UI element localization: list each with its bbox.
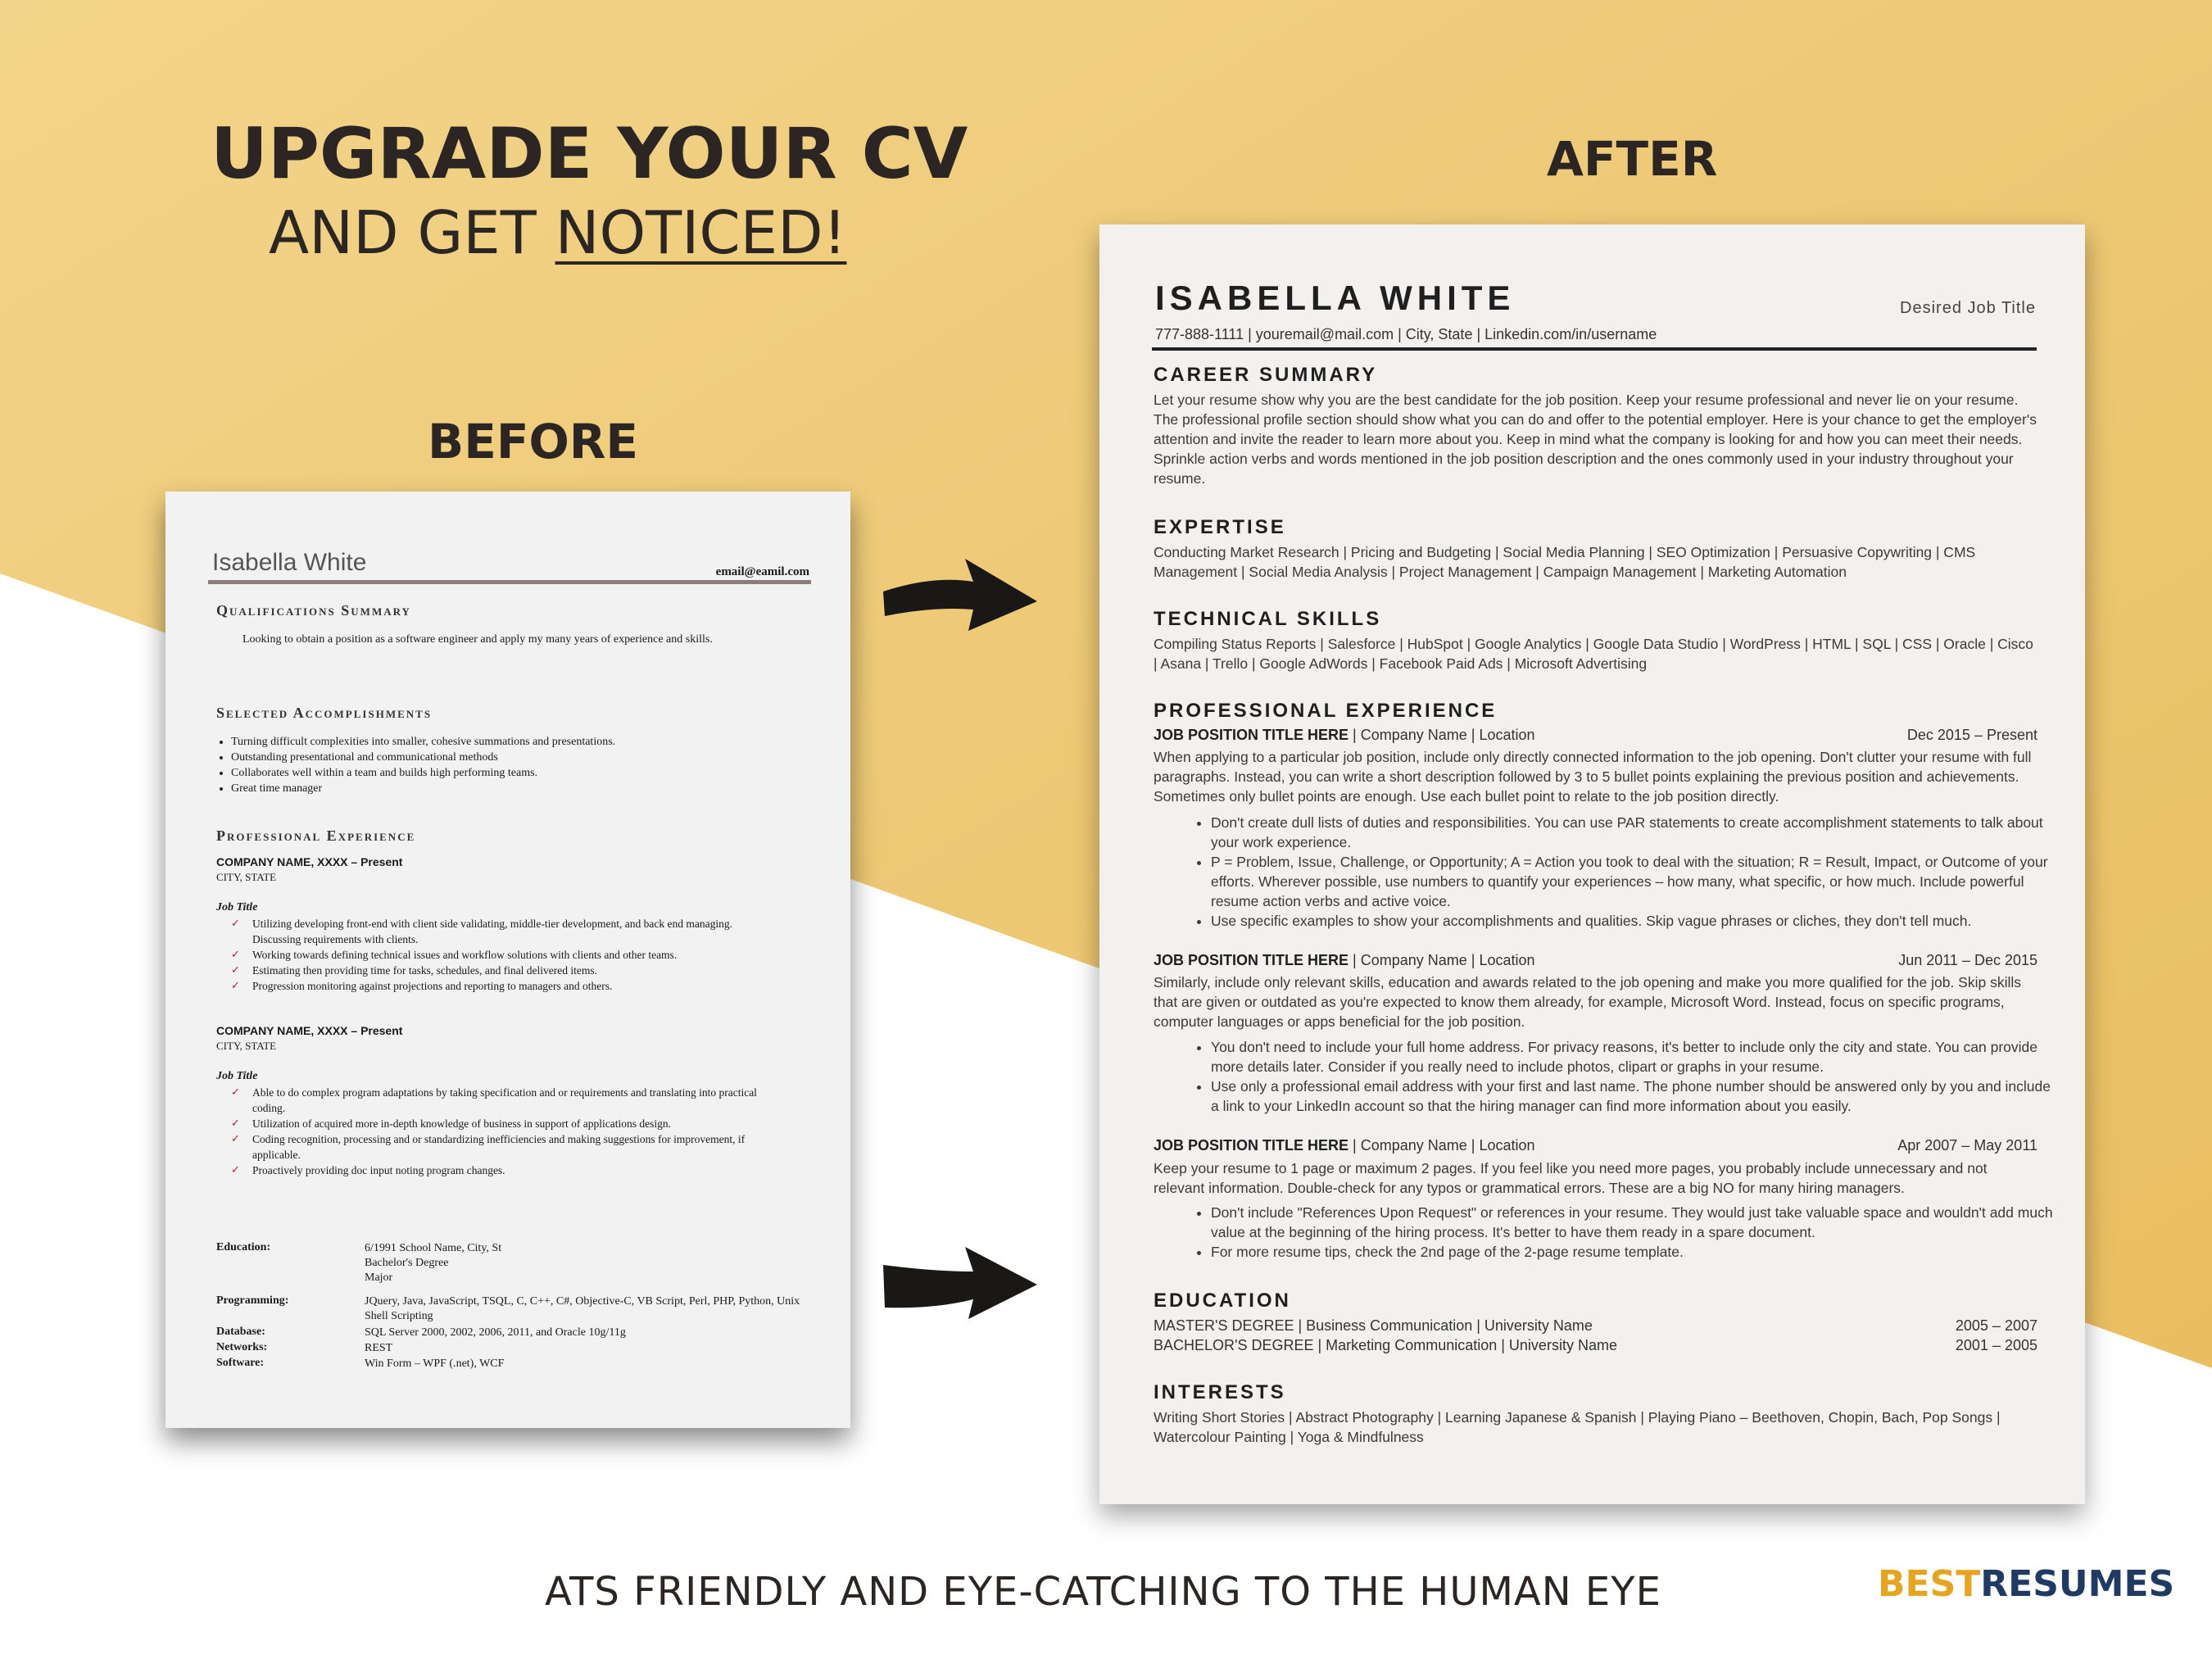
before-software-value: Win Form – WPF (.net), WCF — [365, 1358, 505, 1370]
list-item: ✓ Proactively providing doc input noting program changes. — [231, 1163, 772, 1178]
before-divider — [208, 580, 811, 584]
before-accomplishments-list — [208, 734, 615, 796]
after-summary: Let your resume show why you are the best candidate for the job position. Keep your resume professional and never lie on your resume. The professional profile section should show what you can do and offer to the potential employer. Here is your chance to get the employer's attention and invite the reader to learn more about you. Keep in mind what the company is looking for and how you can meet their needs. Sprinkle action verbs and words mentioned in the job position description and the ones commonly used in your industry throughout your resume. — [1154, 392, 2037, 487]
headline-prefix: AND GET — [269, 198, 555, 267]
before-name: Isabella White — [212, 549, 367, 576]
before-database-key: Database: — [216, 1326, 265, 1338]
headline-upgrade: UPGRADE YOUR CV — [211, 113, 968, 195]
before-database-value: SQL Server 2000, 2002, 2006, 2011, and Oracle 10g/11g — [365, 1326, 626, 1339]
after-job-meta: | Company Name | Location — [1349, 1137, 1535, 1154]
before-label: BEFORE — [428, 414, 639, 469]
after-job-heading — [1154, 727, 2038, 744]
after-job-description: When applying to a particular job position, include only directly connected information to the job opening. Don't clutter your resume with full paragraphs. Instead, you can write a short description followed by 3 to 5 bullet points explaining the previous position and achievements. Sometimes only bullet points are enough. Use each bullet point to relate to the job position directly. — [1154, 749, 2032, 805]
after-job-bullets — [1191, 813, 2055, 931]
list-item: • Use only a professional email address with your first and last name. The phone number should be answered only by you and include a link to your LinkedIn account so that the hiring manager can find more information about you easily. — [1211, 1077, 2055, 1116]
before-job-bullets — [231, 1085, 772, 1178]
list-item: • You don't need to include your full home address. For privacy reasons, it's better to include only the city and state. You can provide more details later. Consider if you really need to include photos, clipart or graphs in your resume. — [1211, 1037, 2055, 1077]
before-city: CITY, STATE — [216, 1040, 277, 1052]
arrow-icon — [877, 1237, 1040, 1327]
headline-noticed: NOTICED! — [555, 198, 847, 267]
after-desired-title: Desired Job Title — [1900, 299, 2036, 317]
after-section-experience: PROFESSIONAL EXPERIENCE — [1154, 700, 1498, 722]
list-item: ✓ Utilizing developing front-end with client side validating, middle-tier development, and back end managing. Discussing requirements with clients. — [231, 916, 772, 947]
after-education-years: 2005 – 2007 — [1955, 1317, 2037, 1334]
after-resume — [1099, 224, 2085, 1504]
before-programming-key: Programming: — [216, 1294, 289, 1307]
before-job-bullets — [231, 916, 772, 994]
after-job-description: Similarly, include only relevant skills, education and awards related to the job opening and make you more qualified for the job. Skip skills that are given or outdated as you're expected to know them already, for example, Microsoft Word. Instead, focus on specific programs, computer languages or apps beneficial for the job position. — [1154, 974, 2021, 1030]
after-job-bullets — [1191, 1037, 2055, 1116]
list-item: • P = Problem, Issue, Challenge, or Opportunity; A = Action you took to deal with the situation; R = Result, Impact, or Outcome of your efforts. Wherever possible, use numbers to quantify your experiences – how many, what specific, or how much. Include powerful resume action verbs and active voice. — [1211, 852, 2055, 911]
after-education-degree: MASTER'S DEGREE | Business Communication | University Name — [1154, 1317, 1593, 1334]
after-education-years: 2001 – 2005 — [1955, 1337, 2037, 1353]
list-item: • Outstanding presentational and communicational methods — [231, 750, 615, 765]
before-job-title: Job Title — [216, 901, 258, 913]
brand-resumes: RESUMES — [1980, 1563, 2175, 1605]
after-job-title: JOB POSITION TITLE HERE — [1154, 727, 1349, 743]
after-job-description: Keep your resume to 1 page or maximum 2 pages. If you feel like you need more pages, you probably include unnecessary and not relevant information. Double-check for any typos or grammatical errors. These are a big NO for many hiring managers. — [1154, 1160, 1988, 1196]
brand-logo — [1878, 1563, 2174, 1605]
list-item: • Don't create dull lists of duties and responsibilities. You can use PAR statements to create accomplishment statements to talk about your work experience. — [1211, 813, 2055, 852]
list-item: ✓ Utilization of acquired more in-depth knowledge of business in support of applications design. — [231, 1116, 772, 1131]
before-company: COMPANY NAME, XXXX – Present — [216, 855, 403, 868]
before-networks-key: Networks: — [216, 1341, 268, 1353]
list-item: ✓ Able to do complex program adaptations by taking specification and or requirements and translating into practical coding. — [231, 1085, 772, 1116]
before-job-title: Job Title — [216, 1070, 258, 1082]
after-interests: Writing Short Stories | Abstract Photography | Learning Japanese & Spanish | Playing Piano – Beethoven, Chopin, Bach, Pop Songs | Watercolour Painting | Yoga & Mindfulness — [1154, 1409, 2001, 1445]
after-job-dates: Apr 2007 – May 2011 — [1897, 1137, 2037, 1154]
after-job-title: JOB POSITION TITLE HERE — [1154, 952, 1349, 968]
before-city: CITY, STATE — [216, 871, 277, 883]
list-item: • Don't include "References Upon Request" or references in your resume. They would just take valuable space and wouldn't add much value at the beginning of the hiring process. It's better to have them ready in a spare document. — [1211, 1203, 2055, 1242]
before-section-experience: Professional Experience — [216, 827, 416, 844]
arrow-icon — [877, 549, 1040, 639]
before-email: email@eamil.com — [715, 565, 809, 578]
list-item: ✓ Working towards defining technical issues and workflow solutions with clients and other teams. — [231, 947, 772, 963]
after-contact: 777-888-1111 | youremail@mail.com | City, State | Linkedin.com/in/username — [1155, 326, 1657, 342]
after-job-dates: Jun 2011 – Dec 2015 — [1898, 952, 2037, 968]
before-programming-value: JQuery, Java, JavaScript, TSQL, C, C++, C#, Objective-C, VB Script, Perl, PHP, Python, Unix Shell Scripting — [365, 1295, 800, 1322]
before-company: COMPANY NAME, XXXX – Present — [216, 1024, 403, 1037]
before-education-value: 6/1991 School Name, City, St Bachelor's Degree Major — [365, 1242, 502, 1284]
before-section-accomplishments: Selected Accomplishments — [216, 705, 433, 721]
list-item: ✓ Progression monitoring against projections and reporting to managers and others. — [231, 978, 772, 994]
after-label: AFTER — [1547, 131, 1718, 187]
before-networks-value: REST — [365, 1342, 393, 1354]
after-job-dates: Dec 2015 – Present — [1906, 727, 2037, 743]
before-section-qualifications: Qualifications Summary — [216, 602, 411, 619]
list-item: • Collaborates well within a team and builds high performing teams. — [231, 765, 615, 781]
after-job-meta: | Company Name | Location — [1349, 727, 1535, 743]
after-section-education: EDUCATION — [1154, 1290, 1291, 1312]
before-resume — [165, 492, 850, 1428]
after-divider — [1152, 347, 2037, 351]
list-item: • Great time manager — [231, 781, 615, 796]
list-item: ✓ Coding recognition, processing and or standardizing inefficiencies and making suggestions for improvement, if applicable. — [231, 1131, 772, 1163]
after-job-meta: | Company Name | Location — [1349, 952, 1535, 968]
after-section-technical: TECHNICAL SKILLS — [1154, 608, 1382, 630]
list-item: ✓ Estimating then providing time for tasks, schedules, and final delivered items. — [231, 963, 772, 978]
after-job-bullets — [1191, 1203, 2055, 1262]
after-education-degree: BACHELOR'S DEGREE | Marketing Communication | University Name — [1154, 1337, 1617, 1353]
before-education-key: Education: — [216, 1241, 271, 1253]
after-expertise: Conducting Market Research | Pricing and Budgeting | Social Media Planning | SEO Optimization | Persuasive Copywriting | CMS Management | Social Media Analysis | Project Management | Campaign Management | Marketing Automation — [1154, 544, 1976, 580]
after-section-interests: INTERESTS — [1154, 1381, 1286, 1403]
after-section-summary: CAREER SUMMARY — [1154, 364, 1378, 386]
headline-get-noticed — [269, 198, 846, 267]
after-job-title: JOB POSITION TITLE HERE — [1154, 1137, 1349, 1154]
list-item: • For more resume tips, check the 2nd page of the 2-page resume template. — [1211, 1242, 2055, 1262]
before-software-key: Software: — [216, 1357, 265, 1369]
footer-tagline: ATS FRIENDLY AND EYE-CATCHING TO THE HUMAN EYE — [545, 1569, 1661, 1615]
after-name: ISABELLA WHITE — [1155, 279, 1516, 317]
list-item: • Use specific examples to show your accomplishments and qualities. Skip vague phrases or cliches, they don't tell much. — [1211, 911, 2055, 931]
list-item: • Turning difficult complexities into smaller, cohesive summations and presentations. — [231, 734, 615, 750]
after-section-expertise: EXPERTISE — [1154, 516, 1286, 538]
after-technical: Compiling Status Reports | Salesforce | HubSpot | Google Analytics | Google Data Studio | WordPress | HTML | SQL | CSS | Oracle | Cisco | Asana | Trello | Google AdWords | Facebook Paid Ads | Microsoft Advertising — [1154, 636, 2033, 672]
before-summary: Looking to obtain a position as a software engineer and apply my many years of experience and skills. — [243, 633, 713, 646]
brand-best: BEST — [1878, 1563, 1981, 1605]
